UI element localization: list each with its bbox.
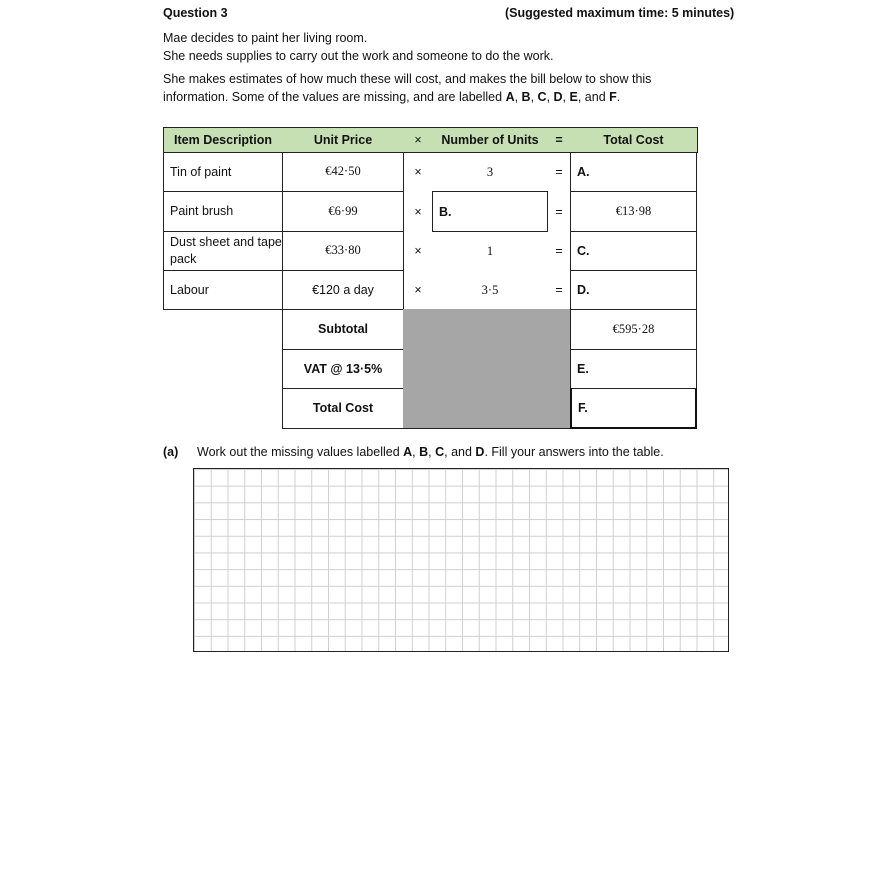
header-total-cost: Total Cost [570,128,697,152]
total-cost-grey-block [403,388,571,429]
header-equals: = [548,128,570,152]
row-1-units: 3 [486,164,494,179]
header-unit-price: Unit Price [282,128,404,152]
row-3-units: 1 [486,243,494,258]
row-4-units: 3·5 [481,282,499,297]
row-2-item: Paint brush [163,191,283,232]
part-a-marker-text: (a) [163,445,179,459]
row-1-item: Tin of paint [163,152,283,192]
row-3-item: Dust sheet and tape pack [163,231,283,271]
vat-answer-e[interactable]: E. [570,349,697,389]
vat-label: VAT @ 13·5% [282,349,404,389]
part-a-label-d: D [475,445,485,459]
header-item-description: Item Description [163,127,283,153]
row-3-equals: = [555,244,563,258]
row-2-times: × [414,204,422,219]
intro-line-2: She needs supplies to carry out the work and someone to do the work. [163,49,554,63]
subtotal-grey-block [403,309,571,350]
row-4-total-answer-d[interactable]: D. [570,270,697,310]
label-f: F [609,90,617,104]
part-a-text-before: Work out the missing values labelled [197,445,404,459]
bill-paragraph [163,70,651,106]
label-d: D [553,90,563,104]
part-a-and: and [451,445,472,459]
total-cost-label: Total Cost [282,388,404,429]
part-a-text-after: . Fill your answers into the table. [484,445,664,459]
time-note: (Suggested maximum time: 5 minutes) [505,6,735,20]
row-4-equals: = [555,283,563,297]
row-3-total-answer-c[interactable]: C. [570,231,697,271]
row-2-units-answer-b[interactable]: B. [432,191,548,232]
row-4-price: €120 a day [282,270,404,310]
row-3-price: €33·80 [282,231,404,271]
header-times: × [404,128,432,152]
bill-line-2: information. Some of the values are missing, and are labelled A, B, C, D, E, and F. [163,90,621,104]
part-a-label-b: B [419,445,429,459]
subtotal-value: €595·28 [570,309,697,350]
bill-line-1: She makes estimates of how much these will cost, and makes the bill below to show this [163,72,652,86]
row-2-total: €13·98 [570,191,697,232]
row-2-equals: = [555,204,563,219]
bill-end: . [616,90,621,104]
part-a-instruction: Work out the missing values labelled A, B, C, and D. Fill your answers into the table. [197,445,664,459]
vat-grey-block [403,349,571,389]
total-cost-answer-f[interactable]: F. [570,388,697,429]
row-1-price: €42·50 [282,152,404,192]
label-b: B [521,90,531,104]
row-1-total-answer-a[interactable]: A. [570,152,697,192]
answer-grid[interactable] [193,468,729,652]
intro-paragraph [163,29,554,65]
subtotal-label: Subtotal [282,309,404,350]
row-1-times: × [414,165,422,179]
part-a-label-a: A [403,445,413,459]
row-3-times: × [414,244,422,258]
row-1-right-edge [697,152,698,192]
question-title: Question 3 [163,6,228,20]
row-4-item: Labour [163,270,283,310]
bill-and: and [584,90,606,104]
row-1-equals: = [555,165,563,179]
row-4-times: × [414,283,422,297]
part-a-label-c: C [435,445,445,459]
label-e: E [569,90,578,104]
intro-line-1: Mae decides to paint her living room. [163,31,368,45]
part-a-marker [163,445,178,459]
header-number-of-units: Number of Units [432,128,548,152]
bill-line-2-text: information. Some of the values are missing, and are labelled [163,90,506,104]
row-2-price: €6·99 [282,191,404,232]
label-c: C [537,90,547,104]
label-a: A [505,90,515,104]
